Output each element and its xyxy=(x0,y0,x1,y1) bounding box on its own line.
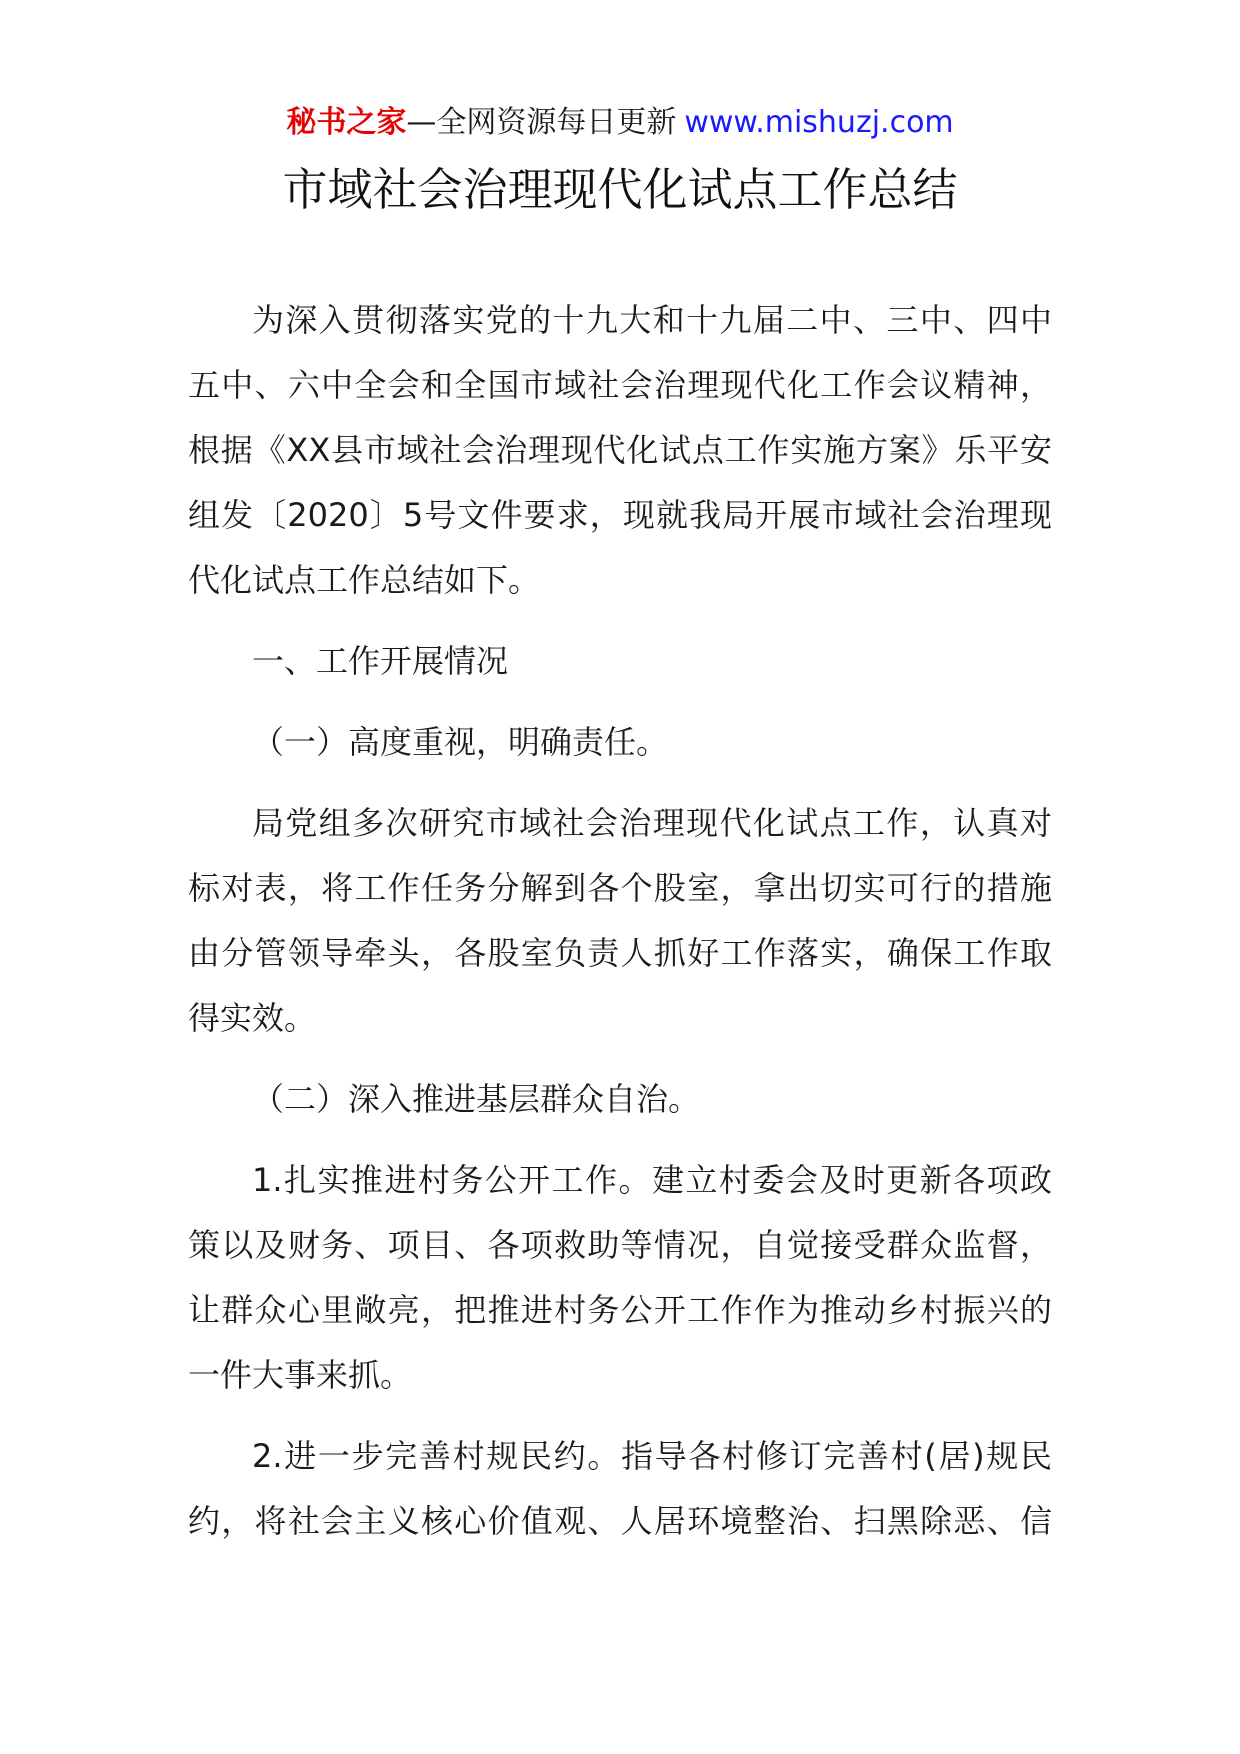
text-line: 得实效。 xyxy=(188,999,317,1037)
text-line: 为深入贯彻落实党的十九大和十九届二中、三中、四中 xyxy=(252,301,1052,339)
subsection-heading-text: （一）高度重视，明确责任。 xyxy=(252,723,669,761)
brand-name: 秘书之家 xyxy=(286,105,407,140)
text-line: 五中、六中全会和全国市域社会治理现代化工作会议精神， xyxy=(188,366,1052,404)
paragraph xyxy=(188,1424,1052,1554)
subsection-heading xyxy=(188,710,1052,775)
document-body xyxy=(188,288,1052,1570)
section-heading-text: 一、工作开展情况 xyxy=(252,642,509,680)
paragraph-intro xyxy=(188,288,1052,613)
site-header xyxy=(0,103,1240,143)
text-line: 代化试点工作总结如下。 xyxy=(188,561,541,599)
text-line: 策以及财务、项目、各项救助等情况，自觉接受群众监督， xyxy=(188,1226,1052,1264)
text-line: 让群众心里敞亮，把推进村务公开工作作为推动乡村振兴的 xyxy=(188,1291,1052,1329)
subsection-heading xyxy=(188,1067,1052,1132)
text-line: 由分管领导牵头，各股室负责人抓好工作落实，确保工作取 xyxy=(188,934,1052,972)
site-url: www.mishuzj.com xyxy=(684,105,954,140)
paragraph xyxy=(188,791,1052,1051)
paragraph xyxy=(188,1148,1052,1408)
text-line: 约，将社会主义核心价值观、人居环境整治、扫黑除恶、信 xyxy=(188,1502,1052,1540)
section-heading xyxy=(188,629,1052,694)
header-tagline: —全网资源每日更新 xyxy=(406,105,677,140)
text-line: 根据《XX县市域社会治理现代化试点工作实施方案》乐平安 xyxy=(188,431,1052,469)
text-line: 局党组多次研究市域社会治理现代化试点工作，认真对 xyxy=(252,804,1052,842)
text-line: 1.扎实推进村务公开工作。建立村委会及时更新各项政 xyxy=(252,1161,1052,1199)
document-title: 市域社会治理现代化试点工作总结 xyxy=(282,163,958,216)
text-line: 标对表，将工作任务分解到各个股室，拿出切实可行的措施 xyxy=(188,869,1052,907)
text-line: 组发〔2020〕5号文件要求，现就我局开展市域社会治理现 xyxy=(188,496,1052,534)
subsection-heading-text: （二）深入推进基层群众自治。 xyxy=(252,1080,701,1118)
text-line: 一件大事来抓。 xyxy=(188,1356,413,1394)
text-line: 2.进一步完善村规民约。指导各村修订完善村(居)规民 xyxy=(252,1437,1052,1475)
